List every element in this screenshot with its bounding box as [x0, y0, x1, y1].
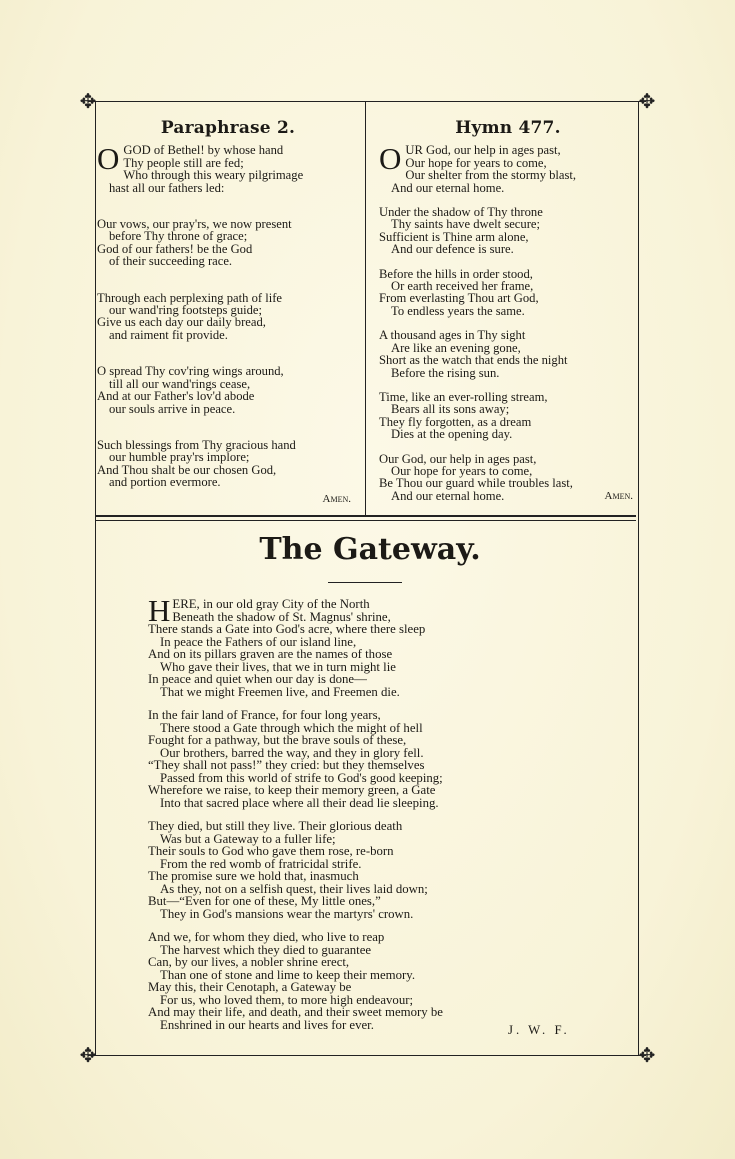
verse-line: The harvest which they died to guarantee — [160, 942, 372, 957]
poem-stanza — [148, 931, 443, 1031]
verse-line: Before the rising sun. — [391, 365, 500, 380]
verse-line: And our eternal home. — [391, 180, 505, 195]
verse-line: There stands a Gate into God's acre, where there sleep — [148, 622, 426, 636]
hymn-stanza — [379, 391, 637, 441]
verse-line: But—“Even for one of these, My little ones,” — [148, 894, 381, 908]
verse-line: hast all our fathers led: — [109, 180, 225, 195]
verse-line: They died, but still they live. Their glorious death — [148, 819, 403, 833]
verse-line: Our hope for years to come, — [391, 463, 533, 478]
gateway-title: The Gateway. — [259, 532, 481, 567]
poem-stanza — [148, 709, 443, 809]
hymn-stanza — [379, 141, 637, 195]
verse-line: Before the hills in order stood, — [379, 266, 533, 281]
verse-line: In peace the Fathers of our island line, — [160, 634, 357, 649]
verse-line: Than one of stone and lime to keep their memory. — [160, 967, 416, 982]
verse-line: They in God's mansions wear the martyrs' crown. — [160, 906, 414, 921]
middle-border-rule — [96, 515, 636, 517]
corner-ornament-icon: ✥ — [79, 89, 97, 113]
verse-line: Their souls to God who gave them rose, re-born — [148, 844, 394, 858]
drop-cap: O — [97, 141, 120, 177]
middle-border-rule-thin — [96, 520, 636, 521]
hymn-stanza — [379, 453, 637, 503]
verse-line: May this, their Cenotaph, a Gateway be — [148, 980, 352, 994]
corner-ornament-icon: ✥ — [638, 89, 656, 113]
verse-line: Time, like an ever-rolling stream, — [379, 389, 548, 404]
column-divider-rule — [365, 101, 366, 515]
verse-line: UR God, our help in ages past, — [405, 143, 561, 158]
hymn-stanza — [379, 206, 637, 256]
verse-line: our souls arrive in peace. — [109, 401, 236, 416]
verse-line: As they, not on a selfish quest, their lives laid down; — [160, 881, 428, 896]
paraphrase-title: Paraphrase 2. — [160, 118, 296, 138]
top-border-rule — [88, 101, 646, 102]
verse-line: of their succeeding race. — [109, 254, 233, 269]
verse-line: Who through this weary pilgrimage — [123, 168, 304, 183]
verse-line: GOD of Bethel! by whose hand — [123, 143, 284, 158]
verse-line: and raiment fit provide. — [109, 327, 228, 342]
verse-line: our wand'ring footsteps guide; — [109, 303, 263, 318]
poem-stanza — [148, 593, 443, 699]
verse-line: To endless years the same. — [391, 303, 525, 318]
left-border-rule — [95, 101, 96, 1055]
verse-line: For us, who loved them, to more high endeavour; — [160, 992, 414, 1007]
author-initials: J. W. F. — [508, 1023, 570, 1037]
verse-line: A thousand ages in Thy sight — [379, 328, 526, 343]
verse-line: Bears all its sons away; — [391, 402, 510, 417]
corner-ornament-icon: ✥ — [638, 1043, 656, 1067]
verse-line: In peace and quiet when our day is done— — [148, 672, 367, 686]
verse-line: Our vows, our pray'rs, we now present — [97, 217, 292, 232]
verse-line-text: And our eternal home. — [391, 488, 505, 503]
right-border-rule — [638, 101, 639, 1055]
verse-line: And Thou shalt be our chosen God, — [97, 462, 277, 477]
verse-line: Give us each day our daily bread, — [97, 315, 266, 330]
verse-line: And may their life, and death, and their sweet memory be — [148, 1005, 443, 1019]
verse-line: Or earth received her frame, — [391, 279, 534, 294]
hymn-column — [379, 118, 637, 503]
title-underline — [328, 582, 402, 583]
verse-line: “They shall not pass!” they cried: but they themselves — [148, 758, 425, 772]
verse-line: From the red womb of fratricidal strife. — [160, 856, 362, 871]
verse-line: Through each perplexing path of life — [97, 290, 282, 305]
drop-cap: H — [148, 593, 171, 628]
gateway-poem — [148, 593, 443, 1042]
hymn-title: Hymn 477. — [455, 118, 561, 138]
verse-line: O spread Thy cov'ring wings around, — [97, 364, 284, 379]
verse-line: Be Thou our guard while troubles last, — [379, 476, 573, 491]
verse-line: Such blessings from Thy gracious hand — [97, 437, 296, 452]
amen-label: Amen. — [604, 489, 633, 502]
verse-line: till all our wand'rings cease, — [109, 376, 251, 391]
verse-line: Wherefore we raise, to keep their memory green, a Gate — [148, 783, 436, 797]
paraphrase-column — [97, 118, 359, 505]
verse-line: In the fair land of France, for four long years, — [148, 708, 381, 722]
verse-line: and portion evermore. — [109, 475, 221, 490]
verse-line: Into that sacred place where all their dead lie sleeping. — [160, 795, 439, 810]
verse-line: From everlasting Thou art God, — [379, 291, 539, 306]
verse-line: Dies at the opening day. — [391, 427, 513, 442]
verse-line: There stood a Gate through which the might of hell — [160, 720, 423, 735]
verse-line: Short as the watch that ends the night — [379, 353, 568, 368]
verse-line: And at our Father's lov'd abode — [97, 389, 255, 404]
verse-line: ERE, in our old gray City of the North — [172, 597, 370, 611]
verse-line: Thy people still are fed; — [123, 155, 244, 170]
verse-line: Was but a Gateway to a fuller life; — [160, 831, 336, 846]
verse-line: Our shelter from the stormy blast, — [405, 168, 577, 183]
verse-line: our humble pray'rs implore; — [109, 450, 250, 465]
verse-line: That we might Freemen live, and Freemen die. — [160, 684, 400, 699]
verse-line: Fought for a pathway, but the brave souls of these, — [148, 733, 407, 747]
verse-line — [379, 490, 637, 502]
verse-line: Our brothers, barred the way, and they in glory fell. — [160, 745, 424, 760]
verse-line: Who gave their lives, that we in turn might lie — [160, 659, 396, 674]
verse-line: Can, by our lives, a nobler shrine erect, — [148, 955, 350, 969]
paraphrase-stanza — [97, 365, 359, 415]
verse-line: The promise sure we hold that, inasmuch — [148, 869, 359, 883]
verse-line: Our hope for years to come, — [405, 155, 547, 170]
verse-line: Passed from this world of strife to God's good keeping; — [160, 770, 443, 785]
bottom-border-rule — [88, 1055, 646, 1056]
verse-line: Beneath the shadow of St. Magnus' shrine, — [172, 609, 391, 624]
verse-line: Under the shadow of Thy throne — [379, 205, 543, 220]
verse-line: Sufficient is Thine arm alone, — [379, 229, 529, 244]
verse-line: And our defence is sure. — [391, 242, 514, 257]
corner-ornament-icon: ✥ — [79, 1043, 97, 1067]
paraphrase-stanza — [97, 439, 359, 489]
verse-line: They fly forgotten, as a dream — [379, 414, 532, 429]
amen-label: Amen. — [322, 492, 351, 505]
paraphrase-stanza — [97, 218, 359, 268]
verse-line: And we, for whom they died, who live to reap — [148, 930, 385, 944]
hymn-stanza — [379, 329, 637, 379]
verse-line: before Thy throne of grace; — [109, 229, 248, 244]
hymn-stanza — [379, 268, 637, 318]
verse-line: Our God, our help in ages past, — [379, 451, 537, 466]
verse-line: Thy saints have dwelt secure; — [391, 217, 540, 232]
verse-line: God of our fathers! be the God — [97, 241, 253, 256]
verse-line: And on its pillars graven are the names of those — [148, 647, 393, 661]
poem-stanza — [148, 820, 443, 920]
paraphrase-stanza — [97, 141, 359, 195]
drop-cap: O — [379, 141, 402, 177]
verse-line: Enshrined in our hearts and lives for ever. — [160, 1017, 374, 1032]
verse-line: Are like an evening gone, — [391, 340, 521, 355]
paraphrase-stanza — [97, 292, 359, 342]
